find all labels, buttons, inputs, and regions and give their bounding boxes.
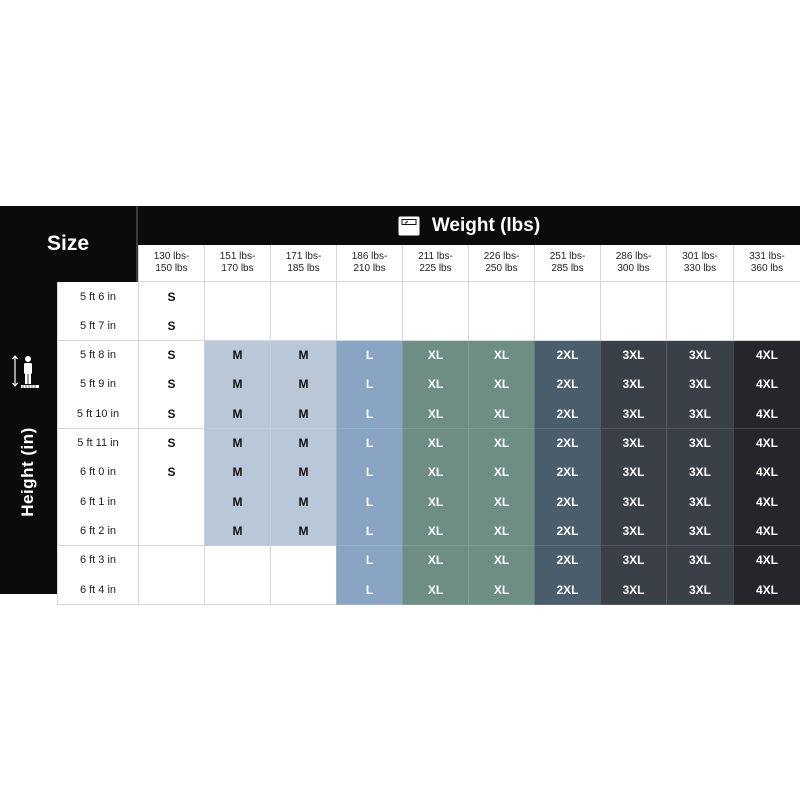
empty-cell: [468, 311, 534, 341]
size-cell-l: L: [336, 487, 402, 517]
size-cell-s: S: [138, 341, 204, 371]
size-cell-3xl: 3XL: [666, 429, 733, 459]
size-title: Size: [0, 206, 137, 282]
empty-cell: [204, 575, 270, 605]
size-cell-l: L: [336, 516, 402, 546]
weight-range-line: 130 lbs-: [153, 251, 190, 262]
size-cell-4xl: 4XL: [733, 341, 800, 371]
weight-column-header: [468, 245, 534, 282]
size-cell-2xl: 2XL: [534, 487, 600, 517]
size-cell-xl: XL: [468, 370, 534, 400]
size-cell-s: S: [138, 311, 204, 341]
size-cell-3xl: 3XL: [600, 487, 666, 517]
size-cell-2xl: 2XL: [534, 546, 600, 576]
weight-range-line: 151 lbs-: [219, 251, 256, 262]
size-cell-2xl: 2XL: [534, 575, 600, 605]
empty-cell: [666, 311, 733, 341]
size-cell-xl: XL: [402, 487, 468, 517]
size-cell-s: S: [138, 282, 204, 312]
size-cell-s: S: [138, 370, 204, 400]
size-cell-3xl: 3XL: [600, 429, 666, 459]
empty-cell: [336, 282, 402, 312]
size-cell-xl: XL: [402, 370, 468, 400]
size-cell-xl: XL: [402, 341, 468, 371]
size-cell-l: L: [336, 546, 402, 576]
size-cell-l: L: [336, 399, 402, 429]
empty-cell: [600, 311, 666, 341]
weight-column-header: [270, 245, 336, 282]
size-cell-l: L: [336, 458, 402, 488]
empty-cell: [733, 311, 800, 341]
weight-range-line: 285 lbs: [551, 263, 584, 274]
height-sidebar: [0, 282, 57, 594]
size-cell-m: M: [204, 370, 270, 400]
weight-column-header: [336, 245, 402, 282]
size-cell-3xl: 3XL: [666, 516, 733, 546]
empty-cell: [138, 516, 204, 546]
size-cell-4xl: 4XL: [733, 516, 800, 546]
empty-cell: [600, 282, 666, 312]
weight-range-line: 360 lbs: [750, 263, 784, 274]
size-cell-3xl: 3XL: [666, 370, 733, 400]
weight-range-line: 185 lbs: [287, 263, 320, 274]
weight-range-line: 301 lbs-: [682, 251, 718, 262]
weight-range-line: 225 lbs: [419, 263, 452, 274]
size-cell-3xl: 3XL: [666, 575, 733, 605]
size-cell-3xl: 3XL: [666, 399, 733, 429]
size-cell-2xl: 2XL: [534, 458, 600, 488]
height-row-label: 6 ft 2 in: [57, 516, 138, 546]
size-cell-xl: XL: [468, 399, 534, 429]
weight-range-line: 150 lbs: [155, 263, 188, 274]
weight-range-line: 251 lbs-: [549, 251, 586, 262]
size-cell-xl: XL: [468, 516, 534, 546]
empty-cell: [204, 282, 270, 312]
size-cell-2xl: 2XL: [534, 370, 600, 400]
size-cell-m: M: [270, 458, 336, 488]
height-row-label: 6 ft 4 in: [57, 575, 138, 605]
size-cell-m: M: [204, 341, 270, 371]
empty-cell: [402, 311, 468, 341]
size-cell-3xl: 3XL: [600, 370, 666, 400]
empty-cell: [270, 282, 336, 312]
empty-cell: [204, 546, 270, 576]
size-cell-2xl: 2XL: [534, 516, 600, 546]
height-row-label: 6 ft 0 in: [57, 458, 138, 488]
size-cell-4xl: 4XL: [733, 458, 800, 488]
weight-range-line: 171 lbs-: [285, 251, 322, 262]
size-cell-3xl: 3XL: [666, 487, 733, 517]
size-cell-s: S: [138, 429, 204, 459]
weight-range-line: 330 lbs: [683, 263, 717, 274]
weight-column-header: [666, 245, 733, 282]
person-height-icon: [11, 354, 41, 390]
weight-column-header: [402, 245, 468, 282]
size-cell-xl: XL: [468, 487, 534, 517]
size-cell-m: M: [270, 429, 336, 459]
weight-column-header: [733, 245, 800, 282]
size-cell-m: M: [204, 399, 270, 429]
weight-range-line: 300 lbs: [617, 263, 650, 274]
weight-range-line: 286 lbs-: [615, 251, 652, 262]
empty-cell: [468, 282, 534, 312]
height-row-label: 5 ft 6 in: [57, 282, 138, 312]
size-cell-m: M: [204, 516, 270, 546]
size-chart: [0, 206, 800, 597]
size-cell-xl: XL: [402, 458, 468, 488]
size-cell-xl: XL: [402, 575, 468, 605]
weight-title-group: [138, 206, 800, 245]
size-cell-m: M: [270, 399, 336, 429]
empty-cell: [270, 575, 336, 605]
height-row-label: 5 ft 10 in: [57, 399, 138, 429]
size-cell-xl: XL: [468, 546, 534, 576]
weight-range-line: 210 lbs: [353, 263, 386, 274]
size-cell-4xl: 4XL: [733, 487, 800, 517]
weight-column-header: [600, 245, 666, 282]
size-cell-m: M: [204, 458, 270, 488]
height-row-label: 6 ft 1 in: [57, 487, 138, 517]
size-cell-xl: XL: [468, 458, 534, 488]
size-cell-4xl: 4XL: [733, 546, 800, 576]
height-row-label: 6 ft 3 in: [57, 546, 138, 576]
size-cell-3xl: 3XL: [600, 458, 666, 488]
weight-range-line: 186 lbs-: [351, 251, 388, 262]
size-cell-3xl: 3XL: [600, 546, 666, 576]
size-cell-l: L: [336, 370, 402, 400]
size-cell-s: S: [138, 399, 204, 429]
weight-range-line: 226 lbs-: [483, 251, 520, 262]
height-row-label: 5 ft 11 in: [57, 429, 138, 459]
size-cell-2xl: 2XL: [534, 429, 600, 459]
size-cell-3xl: 3XL: [600, 516, 666, 546]
size-cell-4xl: 4XL: [733, 370, 800, 400]
size-cell-l: L: [336, 341, 402, 371]
height-title: Height (in): [18, 427, 37, 517]
size-cell-l: L: [336, 575, 402, 605]
size-cell-3xl: 3XL: [600, 399, 666, 429]
scale-icon: [398, 216, 420, 236]
weight-range-line: 331 lbs-: [749, 251, 785, 262]
weight-range-line: 170 lbs: [221, 263, 254, 274]
empty-cell: [270, 311, 336, 341]
size-cell-xl: XL: [402, 399, 468, 429]
empty-cell: [402, 282, 468, 312]
weight-column-header: [138, 245, 204, 282]
empty-cell: [534, 311, 600, 341]
height-row-label: 5 ft 9 in: [57, 370, 138, 400]
size-cell-xl: XL: [468, 575, 534, 605]
size-cell-m: M: [270, 341, 336, 371]
size-cell-3xl: 3XL: [666, 458, 733, 488]
empty-cell: [138, 575, 204, 605]
size-cell-4xl: 4XL: [733, 399, 800, 429]
size-cell-xl: XL: [402, 546, 468, 576]
weight-range-line: 211 lbs-: [418, 251, 453, 262]
size-cell-s: S: [138, 458, 204, 488]
size-cell-3xl: 3XL: [600, 341, 666, 371]
size-cell-3xl: 3XL: [666, 546, 733, 576]
weight-column-header: [204, 245, 270, 282]
size-cell-2xl: 2XL: [534, 399, 600, 429]
weight-title: Weight (lbs): [431, 214, 541, 236]
height-row-label: 5 ft 7 in: [57, 311, 138, 341]
empty-cell: [733, 282, 800, 312]
empty-cell: [138, 487, 204, 517]
size-cell-3xl: 3XL: [600, 575, 666, 605]
size-cell-m: M: [270, 370, 336, 400]
size-cell-l: L: [336, 429, 402, 459]
empty-cell: [666, 282, 733, 312]
weight-column-header: [534, 245, 600, 282]
size-cell-m: M: [270, 516, 336, 546]
size-cell-2xl: 2XL: [534, 341, 600, 371]
weight-range-line: 250 lbs: [485, 263, 518, 274]
empty-cell: [336, 311, 402, 341]
size-cell-3xl: 3XL: [666, 341, 733, 371]
size-cell-xl: XL: [468, 429, 534, 459]
empty-cell: [204, 311, 270, 341]
empty-cell: [270, 546, 336, 576]
size-cell-m: M: [204, 487, 270, 517]
size-cell-m: M: [270, 487, 336, 517]
empty-cell: [534, 282, 600, 312]
size-cell-4xl: 4XL: [733, 429, 800, 459]
size-cell-xl: XL: [468, 341, 534, 371]
empty-cell: [138, 546, 204, 576]
size-cell-xl: XL: [402, 516, 468, 546]
size-cell-m: M: [204, 429, 270, 459]
height-row-label: 5 ft 8 in: [57, 341, 138, 371]
size-cell-4xl: 4XL: [733, 575, 800, 605]
size-cell-xl: XL: [402, 429, 468, 459]
